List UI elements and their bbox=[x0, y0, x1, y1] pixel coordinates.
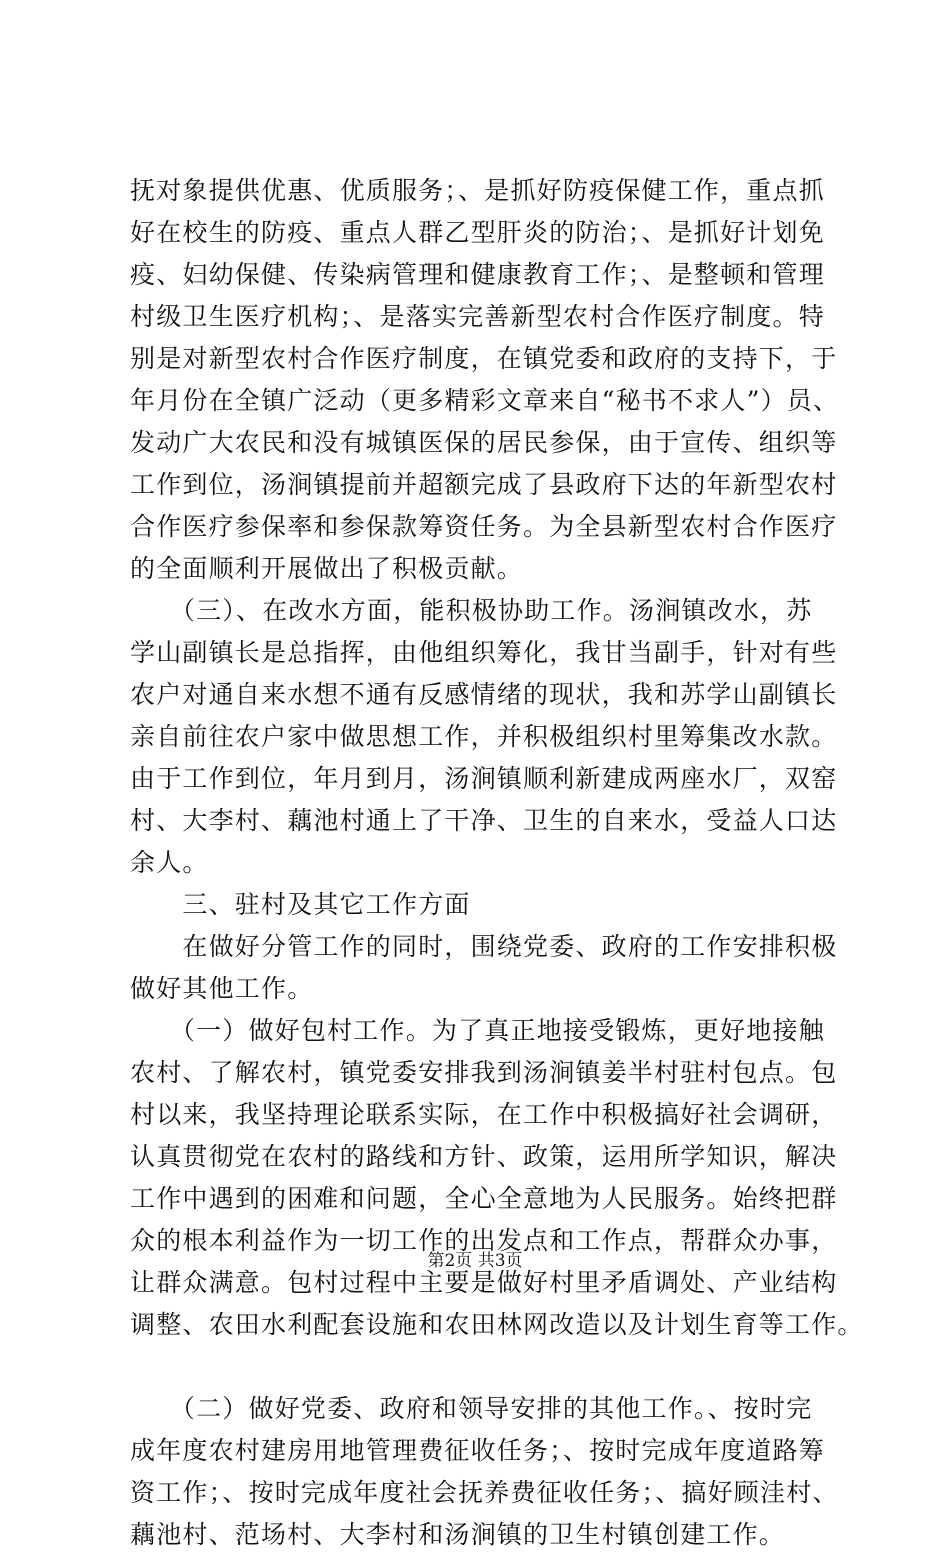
text-line: 三、驻村及其它工作方面 bbox=[130, 890, 471, 919]
text-line: 做好其他工作。 bbox=[130, 974, 314, 1003]
text-line: （三）、在改水方面，能积极协助工作。汤涧镇改水，苏 bbox=[130, 596, 813, 625]
text-line: 藕池村、范场村、大李村和汤涧镇的卫生村镇创建工作。 bbox=[130, 1520, 786, 1549]
text-line: （一）做好包村工作。为了真正地接受锻炼，更好地接触 bbox=[130, 1016, 825, 1045]
text-line: 工作中遇到的困难和问题，全心全意地为人民服务。始终把群 bbox=[130, 1184, 838, 1213]
text-line: 调整、农田水利配套设施和农田林网改造以及计划生育等工作。 bbox=[130, 1310, 864, 1339]
text-line bbox=[130, 1346, 850, 1388]
text-line: 认真贯彻党在农村的路线和方针、政策，运用所学知识，解决 bbox=[130, 1142, 838, 1171]
text-line: 工作到位，汤涧镇提前并超额完成了县政府下达的年新型农村 bbox=[130, 470, 838, 499]
page-number-text: 第2页 共3页 bbox=[427, 1251, 523, 1271]
text-line: 在做好分管工作的同时，围绕党委、政府的工作安排积极 bbox=[130, 932, 838, 961]
text-line: 年月份在全镇广泛动（更多精彩文章来自“秘书不求人”）员、 bbox=[130, 386, 840, 415]
text-line: 资工作；、按时完成年度社会抚养费征收任务；、搞好顾洼村、 bbox=[130, 1478, 839, 1507]
text-line: 由于工作到位，年月到月，汤涧镇顺利新建成两座水厂，双窑 bbox=[130, 764, 838, 793]
text-line: 别是对新型农村合作医疗制度，在镇党委和政府的支持下，于 bbox=[130, 344, 838, 373]
text-line: 农村、了解农村，镇党委安排我到汤涧镇姜半村驻村包点。包 bbox=[130, 1058, 838, 1087]
text-line: 发动广大农民和没有城镇医保的居民参保，由于宣传、组织等 bbox=[130, 428, 838, 457]
text-line: （二）做好党委、政府和领导安排的其他工作。、按时完 bbox=[130, 1394, 813, 1423]
page-footer bbox=[0, 1250, 950, 1272]
text-line: 村级卫生医疗机构；、是落实完善新型农村合作医疗制度。特 bbox=[130, 302, 825, 331]
text-line: 的全面顺利开展做出了积极贡献。 bbox=[130, 554, 524, 583]
text-line: 余人。 bbox=[130, 848, 209, 877]
text-line: 让群众满意。包村过程中主要是做好村里矛盾调处、产业结构 bbox=[130, 1268, 838, 1297]
text-line: 众的根本利益作为一切工作的出发点和工作点，帮群众办事， bbox=[130, 1226, 838, 1255]
document-body bbox=[130, 170, 864, 1556]
text-line: 农户对通自来水想不通有反感情绪的现状，我和苏学山副镇长 bbox=[130, 680, 838, 709]
text-line: 合作医疗参保率和参保款筹资任务。为全县新型农村合作医疗 bbox=[130, 512, 838, 541]
text-line: 亲自前往农户家中做思想工作，并积极组织村里筹集改水款。 bbox=[130, 722, 838, 751]
text-line: 成年度农村建房用地管理费征收任务；、按时完成年度道路筹 bbox=[130, 1436, 825, 1465]
text-line: 村、大李村、藕池村通上了干净、卫生的自来水，受益人口达 bbox=[130, 806, 838, 835]
text-line: 村以来，我坚持理论联系实际，在工作中积极搞好社会调研， bbox=[130, 1100, 838, 1129]
text-line: 学山副镇长是总指挥，由他组织筹化，我甘当副手，针对有些 bbox=[130, 638, 838, 667]
text-line: 好在校生的防疫、重点人群乙型肝炎的防治；、是抓好计划免 bbox=[130, 218, 825, 247]
text-line: 抚对象提供优惠、优质服务；、是抓好防疫保健工作，重点抓 bbox=[130, 176, 825, 205]
text-line: 疫、妇幼保健、传染病管理和健康教育工作；、是整顿和管理 bbox=[130, 260, 825, 289]
